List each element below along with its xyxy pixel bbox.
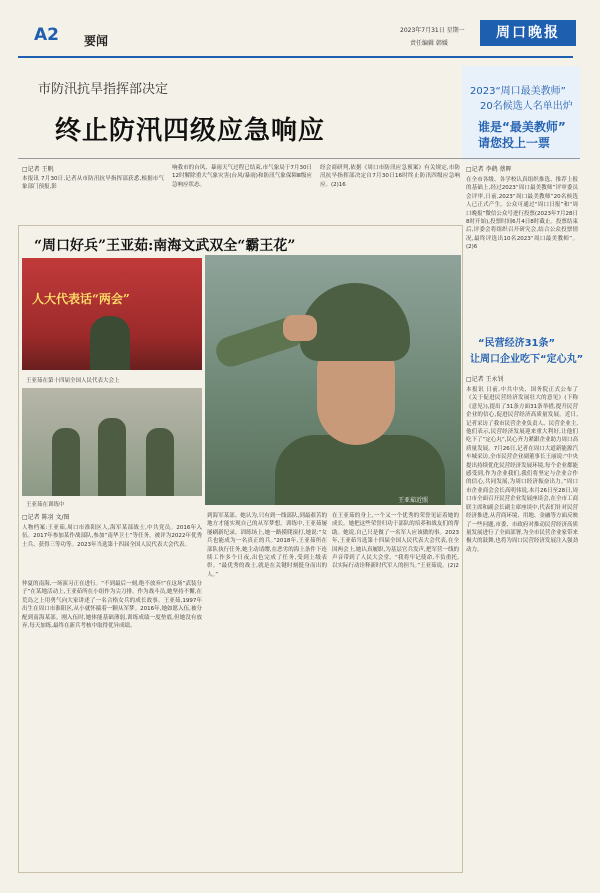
feature-title: “周口好兵”王亚茹:南海文武双全“霸王花” (34, 238, 296, 254)
main-photo-caption: 王亚茹近照 (398, 497, 429, 504)
teacher-story: 在全市各级、各学校认真组织推选、推荐上报的基础上,经过2023“周口最美教师”评审委员会评审,日前,2023“周口最美教师”20名候选人已正式产生。公众可通过“周口日报”和“周口晚报”微信公众号进行投票(2023年7月28日8时开始),投票时间6月4日8时截止。投票结束后,评委会将组织召开研究会,结合公众投票情况,最终评选出10名2023“周口最美教师”。(2)6 (466, 177, 578, 251)
lead-kicker: 市防汛抗旱指挥部决定 (38, 82, 169, 97)
congress-photo (22, 258, 202, 370)
promo-line-1: 2023“周口最美教师” (470, 86, 566, 97)
feature-col-2: 到海军某部。她认为,只有到一线部队,到最艰苦的地方才能实现自己的从军梦想。训练中,王亚茹屡屡刷新纪录。训练场上,她一路摸爬滚打,她说:“女兵也能成为一名真正的兵。”2018年,王亚茹所在部队执行任务,她主动请缨,在恶劣的海上条件下连续工作多个日夜,出色完成了任务,受到上级表彰。“最优秀的战士,就是在关键时刻挺身而出的人。” (207, 513, 327, 578)
lead-divider (18, 158, 463, 159)
economy-byline: □记者 王永钊 (466, 376, 504, 383)
training-photo (22, 388, 202, 496)
lead-headline: 终止防汛四级应急响应 (55, 116, 326, 146)
lead-col-1: 本报讯 7月30日,记者从市防汛抗旱指挥部获悉,根据市气象部门预报,影 (22, 176, 164, 191)
quote-headline-2: 让周口企业吃下“定心丸” (470, 354, 584, 365)
page-number: A2 (34, 25, 59, 45)
feature-profile: 人物档案:王亚茹,周口市淮阳区人,海军某部战士,中共党员。2016年入伍。2017年参加某作战部队,参加“南华卫士”等任务。被评为2022年优秀士兵、获得三等功等。2023年当选第十四届全国人民代表大会代表。 (22, 525, 202, 548)
promo-line-3: 谁是“最美教师” (478, 120, 566, 134)
economy-story: 本报讯 日前,中共中央、国务院正式公布了《关于促进民营经济发展壮大的意见》(下称《意见》),提出了31条方面31条举措,提升民营企业的信心,促进民营经济高质量发展。近日,记者采访了我市民营企业负责人、民营企业主,他们表示,民营经济发展迎来重大利好,让他们吃下了“定心丸”,民心齐力紧跟企业助力周口高质量发展。7月26日,记者在周口大道新能源汽车城采访,全市民营企业副董事长王丽说:“中央提出持续优化民营经济发展环境,每个企业都能感受到,作为企业我们,我们将坚定与企业合作的信心,共同发展,为周口经济振奋出力。”周口市企业商会会长高明伟说,本月26日至28日,周口市全面召开民营企业发展座谈会,在全市工商联主席和副会长副主席座谈中,代表们针对民营经济推进,从营商环境、用地、金融等方面反映了一些问题,市委、市政府对推动民营经济高质量发展进行了全面部署,为全市民营企业家带来极大的鼓舞,也将为周口民营经济发展注入强劲动力。 (466, 387, 578, 553)
training-caption: 王亚茹在训练中 (26, 502, 65, 508)
trainee-figure (146, 428, 174, 496)
lead-byline: □记者 王帆 (22, 166, 54, 173)
feature-byline: □记者 陈羽 文/图 (22, 514, 70, 521)
trainee-figure (52, 428, 80, 496)
newspaper-logo: 周口晚报 (480, 20, 576, 46)
promo-line-2: 20名候选人名单出炉 (480, 101, 573, 112)
congress-banner-text: 人大代表话“两会” (32, 292, 130, 306)
main-photo (205, 255, 461, 505)
lead-col-2: 响我市的台风、暴雨天气过程已结束,市气象局于7月30日12时解除重大气象灾害(台风/暴雨)和防汛气象保障Ⅲ级应急响应状态。 (172, 165, 312, 188)
right-col-divider (462, 158, 580, 159)
feature-col-1: 仲夏的南海,一场演习正在进行。“不到最后一刻,绝不放弃!”在这场“武装分子”在某地活动上,王亚茹所在小组作为尖刀排。作为战斗员,她坚持不懈,在荒岛之上用勇气向大家讲述了一名合格女兵的成长故事。王亚茹,1997年出生在周口市淮阳区,从小就怀揣着一颗从军梦。2016年,她如愿入伍,被分配到南海某部。刚入伍时,她体能基础薄弱,训练成绩一度垫底,但她没有放弃,每天加练,最终在新兵考核中取得优异成绩。 (22, 581, 202, 630)
salute-hand (283, 315, 317, 341)
congress-figure (90, 316, 130, 370)
issue-date: 2023年7月31日 星期一 (400, 27, 465, 34)
section-name: 要闻 (84, 34, 109, 48)
trainee-figure (98, 418, 126, 496)
congress-caption: 王亚茹在第十四届全国人民代表大会上 (26, 378, 120, 384)
lead-col-3: 经会商研判,依据《周口市防汛应急预案》有关规定,市防汛抗旱指挥部决定自7月30日16时终止防汛四级应急响应。(2)16 (320, 165, 460, 188)
teacher-byline: □记者 李鹤 蔡晖 (466, 166, 512, 173)
feature-col-3: 在王亚茹的身上,一个又一个优秀的荣誉见证着她的成长。她把这些荣誉归功于部队的培养和战友们的帮助。她说,自己只是做了一名军人应该做的事。2023年,王亚茹当选第十四届全国人民代表大会代表,在全国两会上,她认真履职,为基层官兵发声,把军营一线的声音带到了人民大会堂。“我将牢记使命,不负重托,以实际行动诠释新时代军人的担当。”王亚茹说。(2)2 (332, 513, 459, 570)
quote-headline-1: “民营经济31条” (478, 338, 556, 349)
promo-line-4: 请您投上一票 (478, 136, 551, 150)
editor-credits: 责任编辑 韩媛 (410, 40, 448, 47)
header-rule (18, 56, 573, 58)
